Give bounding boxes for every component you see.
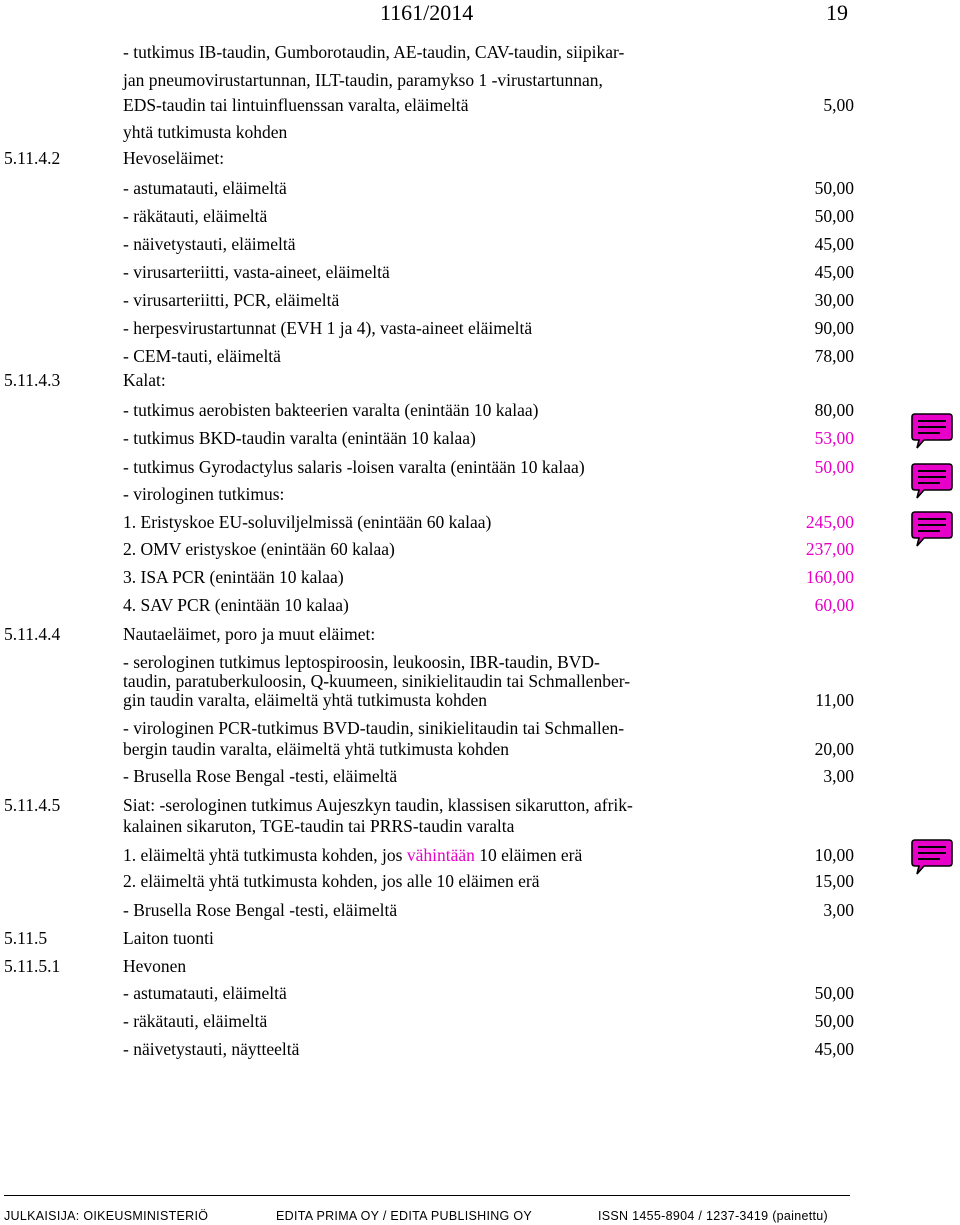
line-text: 1. Eristyskoe EU-soluviljelmissä (enintään 60 kalaa) — [123, 512, 492, 532]
line-text-part: 1. eläimeltä yhtä tutkimusta kohden, jos — [123, 845, 407, 865]
line-text: - virologinen tutkimus: — [123, 484, 285, 504]
line-text: - virusarteriitti, vasta-aineet, eläimeltä — [123, 262, 390, 282]
fee-amount: 50,00 — [814, 1011, 854, 1031]
line-text: Hevonen — [123, 956, 187, 976]
section-number: 5.11.5 — [4, 928, 48, 948]
section-number: 5.11.4.3 — [4, 370, 61, 390]
fee-amount: 160,00 — [805, 567, 854, 587]
line-text: - Brusella Rose Bengal -testi, eläimeltä — [123, 766, 398, 786]
line-text: - tutkimus IB-taudin, Gumborotaudin, AE-taudin, CAV-taudin, siipikar- — [123, 42, 625, 62]
line-text: jan pneumovirustartunnan, ILT-taudin, paramykso 1 -virustartunnan, — [123, 70, 603, 90]
line-text: kalainen sikaruton, TGE-taudin tai PRRS-taudin varalta — [123, 816, 515, 836]
page-number: 19 — [826, 0, 848, 25]
line-text: - virologinen PCR-tutkimus BVD-taudin, sinikielitaudin tai Schmallen- — [123, 718, 625, 738]
section-number: 5.11.4.2 — [4, 148, 61, 168]
line-text: Siat: -serologinen tutkimus Aujeszkyn taudin, klassisen sikarutton, afrik- — [123, 795, 633, 815]
comment-note-icon[interactable] — [910, 462, 954, 500]
line-text: - räkätauti, eläimeltä — [123, 206, 268, 226]
section-number: 5.11.4.4 — [4, 624, 61, 644]
line-text: yhtä tutkimusta kohden — [123, 122, 288, 142]
fee-amount: 45,00 — [814, 234, 854, 254]
fee-amount: 45,00 — [814, 1039, 854, 1059]
line-text: - herpesvirustartunnat (EVH 1 ja 4), vasta-aineet eläimeltä — [123, 318, 533, 338]
line-text: Laiton tuonti — [123, 928, 214, 948]
comment-note-icon[interactable] — [910, 510, 954, 548]
line-text: - virusarteriitti, PCR, eläimeltä — [123, 290, 340, 310]
fee-amount: 10,00 — [814, 845, 854, 865]
line-text: - näivetystauti, eläimeltä — [123, 234, 296, 254]
line-text: - serologinen tutkimus leptospiroosin, leukoosin, IBR-taudin, BVD- — [123, 652, 600, 672]
line-text: 2. OMV eristyskoe (enintään 60 kalaa) — [123, 539, 395, 559]
fee-amount: 80,00 — [814, 400, 854, 420]
line-text: EDS-taudin tai lintuinfluenssan varalta, eläimeltä — [123, 95, 469, 115]
fee-amount: 3,00 — [823, 766, 854, 786]
line-text: - räkätauti, eläimeltä — [123, 1011, 268, 1031]
fee-amount: 3,00 — [823, 900, 854, 920]
line-text — [123, 845, 582, 866]
fee-amount: 78,00 — [814, 346, 854, 366]
fee-amount: 53,00 — [814, 428, 854, 448]
line-text: - tutkimus aerobisten bakteerien varalta (enintään 10 kalaa) — [123, 400, 539, 420]
section-number: 5.11.4.5 — [4, 795, 61, 815]
line-text: gin taudin varalta, eläimeltä yhtä tutkimusta kohden — [123, 690, 487, 710]
section-number: 5.11.5.1 — [4, 956, 61, 976]
line-text: - näivetystauti, näytteeltä — [123, 1039, 300, 1059]
line-text: - tutkimus BKD-taudin varalta (enintään 10 kalaa) — [123, 428, 476, 448]
line-text: taudin, paratuberkuloosin, Q-kuumeen, sinikielitaudin tai Schmallenber- — [123, 671, 631, 691]
line-text: - tutkimus Gyrodactylus salaris -loisen varalta (enintään 10 kalaa) — [123, 457, 585, 477]
line-text: 2. eläimeltä yhtä tutkimusta kohden, jos alle 10 eläimen erä — [123, 871, 540, 891]
line-text: - Brusella Rose Bengal -testi, eläimeltä — [123, 900, 398, 920]
footer-issn: ISSN 1455-8904 / 1237-3419 (painettu) — [598, 1209, 829, 1223]
line-text: - CEM-tauti, eläimeltä — [123, 346, 281, 366]
fee-amount: 50,00 — [814, 206, 854, 226]
line-text-part: 10 eläimen erä — [474, 845, 583, 865]
line-text: Hevoseläimet: — [123, 148, 225, 168]
fee-amount: 11,00 — [815, 690, 854, 710]
line-text: - astumatauti, eläimeltä — [123, 983, 287, 1003]
fee-amount: 50,00 — [814, 983, 854, 1003]
footer-printer: EDITA PRIMA OY / EDITA PUBLISHING OY — [276, 1209, 533, 1223]
comment-note-icon[interactable] — [910, 412, 954, 450]
footer-rule — [4, 1195, 850, 1196]
line-text: bergin taudin varalta, eläimeltä yhtä tutkimusta kohden — [123, 739, 510, 759]
fee-amount: 60,00 — [814, 595, 854, 615]
fee-amount: 237,00 — [805, 539, 854, 559]
fee-amount: 15,00 — [814, 871, 854, 891]
fee-amount: 50,00 — [814, 178, 854, 198]
comment-note-icon[interactable] — [910, 838, 954, 876]
fee-amount: 30,00 — [814, 290, 854, 310]
line-text: Kalat: — [123, 370, 166, 390]
fee-amount: 5,00 — [823, 95, 854, 115]
fee-amount: 245,00 — [805, 512, 854, 532]
fee-amount: 50,00 — [814, 457, 854, 477]
document-number: 1161/2014 — [380, 0, 474, 25]
fee-amount: 45,00 — [814, 262, 854, 282]
line-text: - astumatauti, eläimeltä — [123, 178, 287, 198]
footer-publisher: JULKAISIJA: OIKEUSMINISTERIÖ — [4, 1209, 209, 1223]
line-text: Nautaeläimet, poro ja muut eläimet: — [123, 624, 376, 644]
fee-amount: 20,00 — [814, 739, 854, 759]
highlighted-change: vähintään — [406, 845, 475, 865]
line-text: 4. SAV PCR (enintään 10 kalaa) — [123, 595, 349, 615]
fee-amount: 90,00 — [814, 318, 854, 338]
line-text: 3. ISA PCR (enintään 10 kalaa) — [123, 567, 344, 587]
